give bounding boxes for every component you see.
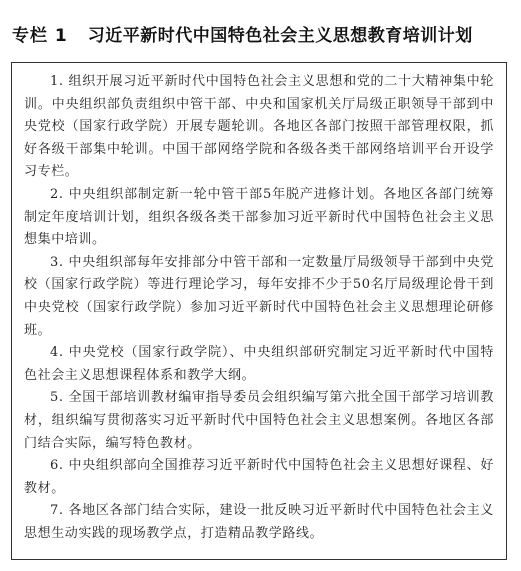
column-title: 习近平新时代中国特色社会主义思想教育培训计划 [87,25,473,46]
paragraph-4: 4. 中央党校（国家行政学院）、中央组织部研究制定习近平新时代中国特色社会主义思想课程体系和教学大纲。 [24,345,494,383]
paragraph-5: 5. 全国干部培训教材编审指导委员会组织编写第六批全国干部学习培训教材，组织编写贯彻落实习近平新时代中国特色社会主义思想案例。各地区各部门结合实际，编写特色教材。 [24,390,494,451]
paragraph-2: 2. 中央组织部制定新一轮中管干部5年脱产进修计划。各地区各部门统筹制定年度培训计划，组织各级各类干部参加习近平新时代中国特色社会主义思想集中培训。 [24,186,494,248]
paragraph-7: 7. 各地区各部门结合实际，建设一批反映习近平新时代中国特色社会主义思想生动实践的现场教学点，打造精品教学路线。 [24,503,494,541]
paragraph-3: 3. 中央组织部每年安排部分中管干部和一定数量厅局级领导干部到中央党校（国家行政学院）等进行理论学习，每年安排不少于50名厅局级理论骨干到中央党校（国家行政学院）参加习近平新时代中国特色社会主义思想理论研修班。 [24,254,494,338]
column-label: 专栏 1 [12,25,68,46]
paragraph-1: 1. 组织开展习近平新时代中国特色社会主义思想和党的二十大精神集中轮训。中央组织部负责组织中管干部、中央和国家机关厅局级正职领导干部到中央党校（国家行政学院）开展专题轮训。各地区各部门按照干部管理权限，抓好各级干部集中轮训。中国干部网络学院和各级各类干部网络培训平台开设学习专栏。 [24,74,494,180]
column-header [12,18,512,48]
content-box [11,62,507,560]
paragraph-6: 6. 中央组织部向全国推荐习近平新时代中国特色社会主义思想好课程、好教材。 [24,458,494,496]
